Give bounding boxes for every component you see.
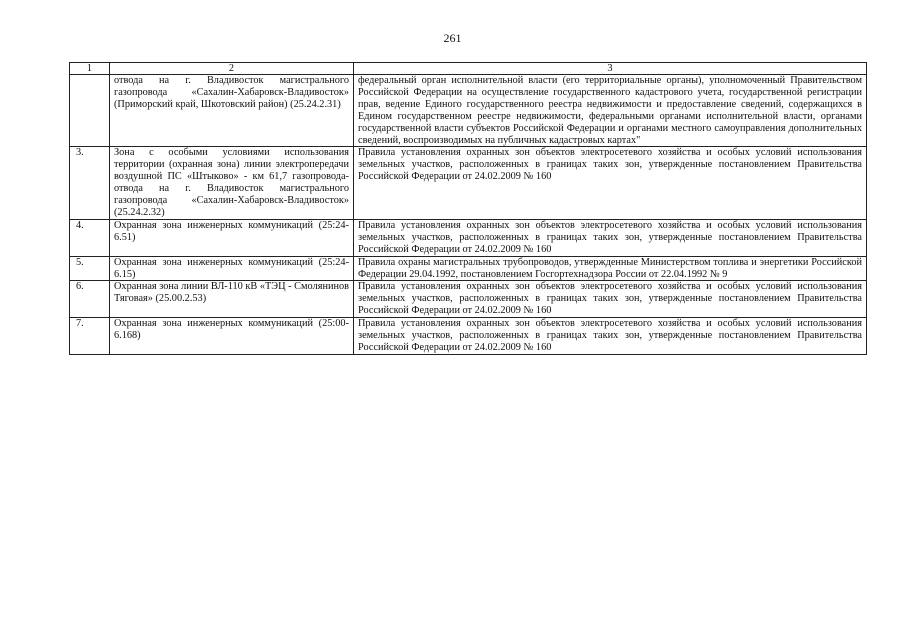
column-header: 2 bbox=[110, 63, 354, 75]
page-number: 261 bbox=[443, 31, 462, 45]
zone-basis: федеральный орган исполнительной власти (его территориальные органы), уполномоченный Правительством Российской Федерации на осуществление государственного кадастрового учета, государственной регистрации прав, ведение Единого государственного реестра недвижимости и предоставление сведений, содержащихся в Едином государственном реестре недвижимости, федеральными органами исполнительной власти, органами государственной власти субъектов Российской Федерации и органами местного самоуправления дополнительных сведений, воспроизводимых на публичных кадастровых картах" bbox=[354, 75, 867, 147]
row-number bbox=[70, 75, 110, 147]
table-row bbox=[70, 147, 867, 219]
table-row bbox=[70, 281, 867, 318]
zones-table bbox=[69, 62, 867, 355]
zone-name: Охранная зона инженерных коммуникаций (25:00-6.168) bbox=[110, 318, 354, 355]
zone-name: Охранная зона линии ВЛ-110 кВ «ТЭЦ - Смолянинов Тяговая» (25.00.2.53) bbox=[110, 281, 354, 318]
zone-basis: Правила установления охранных зон объектов электросетевого хозяйства и особых условий использования земельных участков, расположенных в границах таких зон, утвержденные постановлением Правительства Российской Федерации от 24.02.2009 № 160 bbox=[354, 219, 867, 256]
column-header: 3 bbox=[354, 63, 867, 75]
column-header: 1 bbox=[70, 63, 110, 75]
zone-name: Зона с особыми условиями использования территории (охранная зона) линии электропередачи воздушной ПС «Штыково» - км 61,7 газопровода-отвода на г. Владивосток магистрального газопровода «Сахалин-Хабаровск-Владивосток» (25.24.2.32) bbox=[110, 147, 354, 219]
zone-name: Охранная зона инженерных коммуникаций (25:24-6.51) bbox=[110, 219, 354, 256]
table-row bbox=[70, 219, 867, 256]
zone-name: Охранная зона инженерных коммуникаций (25:24-6.15) bbox=[110, 256, 354, 281]
row-number: 5. bbox=[70, 256, 110, 281]
table-header-row bbox=[70, 63, 867, 75]
zone-basis: Правила установления охранных зон объектов электросетевого хозяйства и особых условий использования земельных участков, расположенных в границах таких зон, утвержденные постановлением Правительства Российской Федерации от 24.02.2009 № 160 bbox=[354, 147, 867, 219]
zone-basis: Правила установления охранных зон объектов электросетевого хозяйства и особых условий использования земельных участков, расположенных в границах таких зон, утвержденные постановлением Правительства Российской Федерации от 24.02.2009 № 160 bbox=[354, 318, 867, 355]
row-number: 7. bbox=[70, 318, 110, 355]
table-row bbox=[70, 318, 867, 355]
zone-name: отвода на г. Владивосток магистрального газопровода «Сахалин-Хабаровск-Владивосток» (Приморский край, Шкотовский район) (25.24.2.31) bbox=[110, 75, 354, 147]
row-number: 3. bbox=[70, 147, 110, 219]
zone-basis: Правила охраны магистральных трубопроводов, утвержденные Министерством топлива и энергетики Российской Федерации 29.04.1992, постановлением Госгортехнадзора России от 22.04.1992 № 9 bbox=[354, 256, 867, 281]
row-number: 4. bbox=[70, 219, 110, 256]
table-row bbox=[70, 75, 867, 147]
table-row bbox=[70, 256, 867, 281]
zone-basis: Правила установления охранных зон объектов электросетевого хозяйства и особых условий использования земельных участков, расположенных в границах таких зон, утвержденные постановлением Правительства Российской Федерации от 24.02.2009 № 160 bbox=[354, 281, 867, 318]
row-number: 6. bbox=[70, 281, 110, 318]
